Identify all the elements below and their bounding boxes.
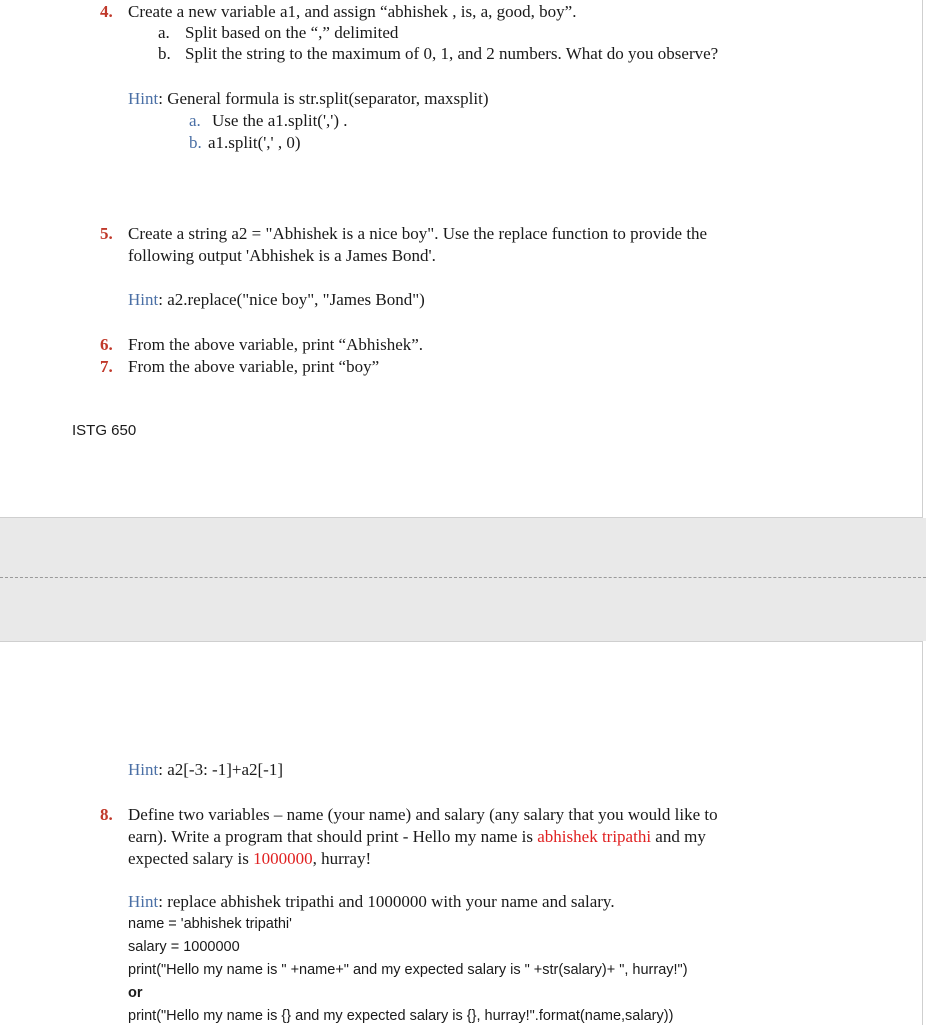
question-8 [100,804,718,825]
code-line-name: name = 'abhishek tripathi' [128,916,292,932]
question-8-line3 [128,848,371,869]
highlighted-salary: 1000000 [253,849,313,868]
question-4-hint-a [189,110,348,131]
hint-label: Hint [128,760,159,779]
hint-label: Hint [128,290,159,309]
question-4 [100,1,577,22]
hint-label: Hint [128,892,159,911]
question-4-hint-b [189,132,301,153]
hint-text: : replace abhishek tripathi and 1000000 with your name and salary. [158,892,615,911]
hint-a-label: a. [189,111,201,130]
hint-text: : General formula is str.split(separator, maxsplit) [158,89,489,108]
question-4a-label: a. [158,23,170,42]
code-line-print-concat: print("Hello my name is " +name+" and my expected salary is " +str(salary)+ ", hurray!") [128,962,688,978]
question-4-text: Create a new variable a1, and assign “abhishek , is, a, good, boy”. [128,2,577,21]
question-4b [158,43,719,64]
question-5-line2: following output 'Abhishek is a James Bond'. [128,246,436,265]
question-8-line3-text: expected salary is [128,849,254,868]
page-break-line [0,577,926,578]
hint-text: : a2[-3: -1]+a2[-1] [158,760,283,779]
hint-label: Hint [128,89,159,108]
question-4-number: 4. [100,2,113,21]
hint-a-text: Use the a1.split(',') . [212,111,348,130]
document-page-2 [0,641,923,1025]
question-7-text: From the above variable, print “boy” [128,357,380,376]
question-5 [100,223,708,244]
question-8-line2-text: earn). Write a program that should print - Hello my name is [128,827,538,846]
question-8-hint [128,891,615,912]
question-4b-text: Split the string to the maximum of 0, 1, and 2 numbers. What do you observe? [185,44,719,63]
question-8-line1: Define two variables – name (your name) and salary (any salary that you would like to [128,805,718,824]
code-line-print-format: print("Hello my name is {} and my expected salary is {}, hurray!".format(name,salary)) [128,1008,674,1024]
question-8-number: 8. [100,805,113,824]
question-8-line2 [128,826,706,847]
question-6-number: 6. [100,335,113,354]
page-footer: ISTG 650 [72,422,137,439]
question-4-hint [128,88,489,109]
question-8-line2-end: and my [651,827,706,846]
hint-text: : a2.replace("nice boy", "James Bond") [158,290,425,309]
question-5-hint [128,289,425,310]
code-or-label: or [128,985,143,1001]
code-line-salary: salary = 1000000 [128,939,240,955]
question-5-number: 5. [100,224,113,243]
question-4a [158,22,399,43]
question-6 [100,334,424,355]
question-5-line1: Create a string a2 = "Abhishek is a nice boy". Use the replace function to provide the [128,224,708,243]
question-7-hint [128,759,283,780]
hint-b-label: b. [189,133,202,152]
question-7 [100,356,380,377]
question-4a-text: Split based on the “,” delimited [185,23,399,42]
highlighted-name: abhishek tripathi [537,827,652,846]
question-8-line3-end: , hurray! [312,849,372,868]
question-6-text: From the above variable, print “Abhishek”. [128,335,424,354]
question-7-number: 7. [100,357,113,376]
hint-b-text: a1.split(',' , 0) [208,133,301,152]
question-4b-label: b. [158,44,171,63]
page-gap [0,518,926,641]
